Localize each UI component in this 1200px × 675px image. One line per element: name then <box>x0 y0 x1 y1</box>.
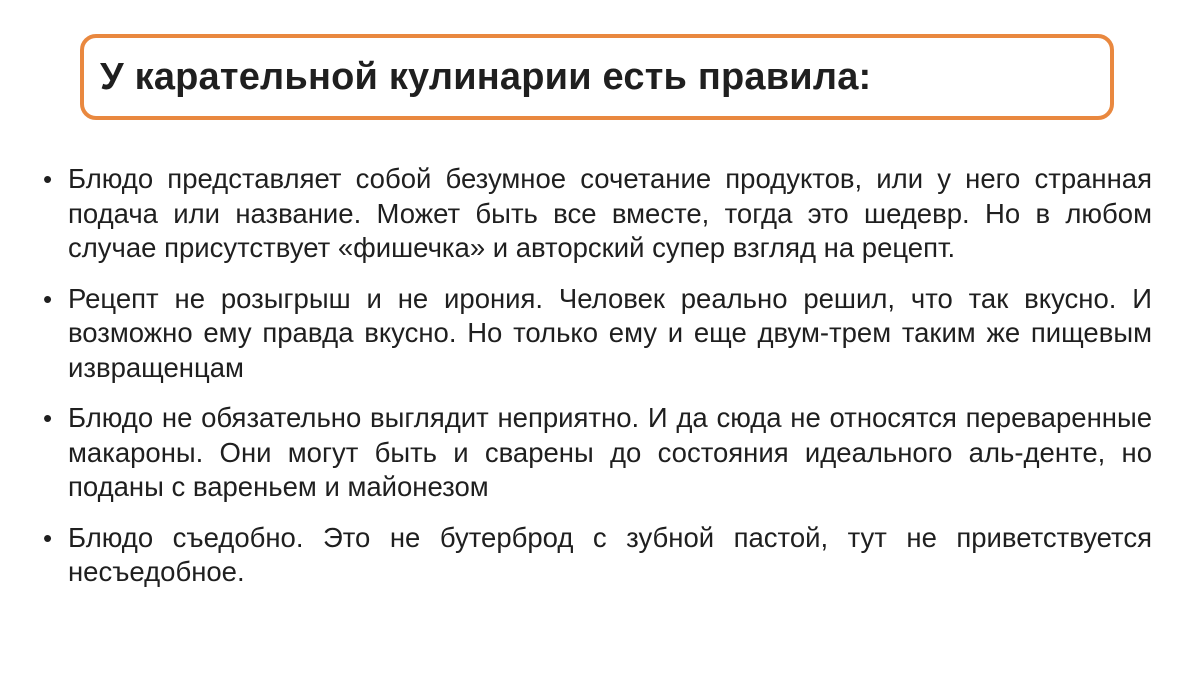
bullet-marker: • <box>43 403 53 433</box>
bullet-item <box>40 521 1152 590</box>
bullet-text: Рецепт не розыгрыш и не ирония. Человек реально решил, что так вкусно. И возможно ему правда вкусно. Но только ему и еще двум-трем таким же пищевым извращенцам <box>68 282 1152 383</box>
bullet-item <box>40 401 1152 505</box>
bullet-marker: • <box>43 164 53 194</box>
bullet-list <box>40 162 1152 606</box>
bullet-text: Блюдо не обязательно выглядит неприятно. И да сюда не относятся переваренные макароны. Они могут быть и сварены до состояния идеального аль-денте, но поданы с вареньем и майонезом <box>68 402 1152 502</box>
bullet-marker: • <box>43 283 53 314</box>
bullet-item <box>40 162 1152 266</box>
bullet-item <box>40 282 1152 386</box>
bullet-text: Блюдо представляет собой безумное сочетание продуктов, или у него странная подача или название. Может быть все вместе, тогда это шедевр. Но в любом случае присутствует «фишечка» и авторский супер взгляд на рецепт. <box>68 163 1152 263</box>
title-box <box>80 34 1114 120</box>
slide-title: У карательной кулинарии есть правила: <box>100 55 872 98</box>
bullet-text: Блюдо съедобно. Это не бутерброд с зубной пастой, тут не приветствуется несъедобное. <box>68 521 1152 587</box>
bullet-marker: • <box>43 522 53 553</box>
